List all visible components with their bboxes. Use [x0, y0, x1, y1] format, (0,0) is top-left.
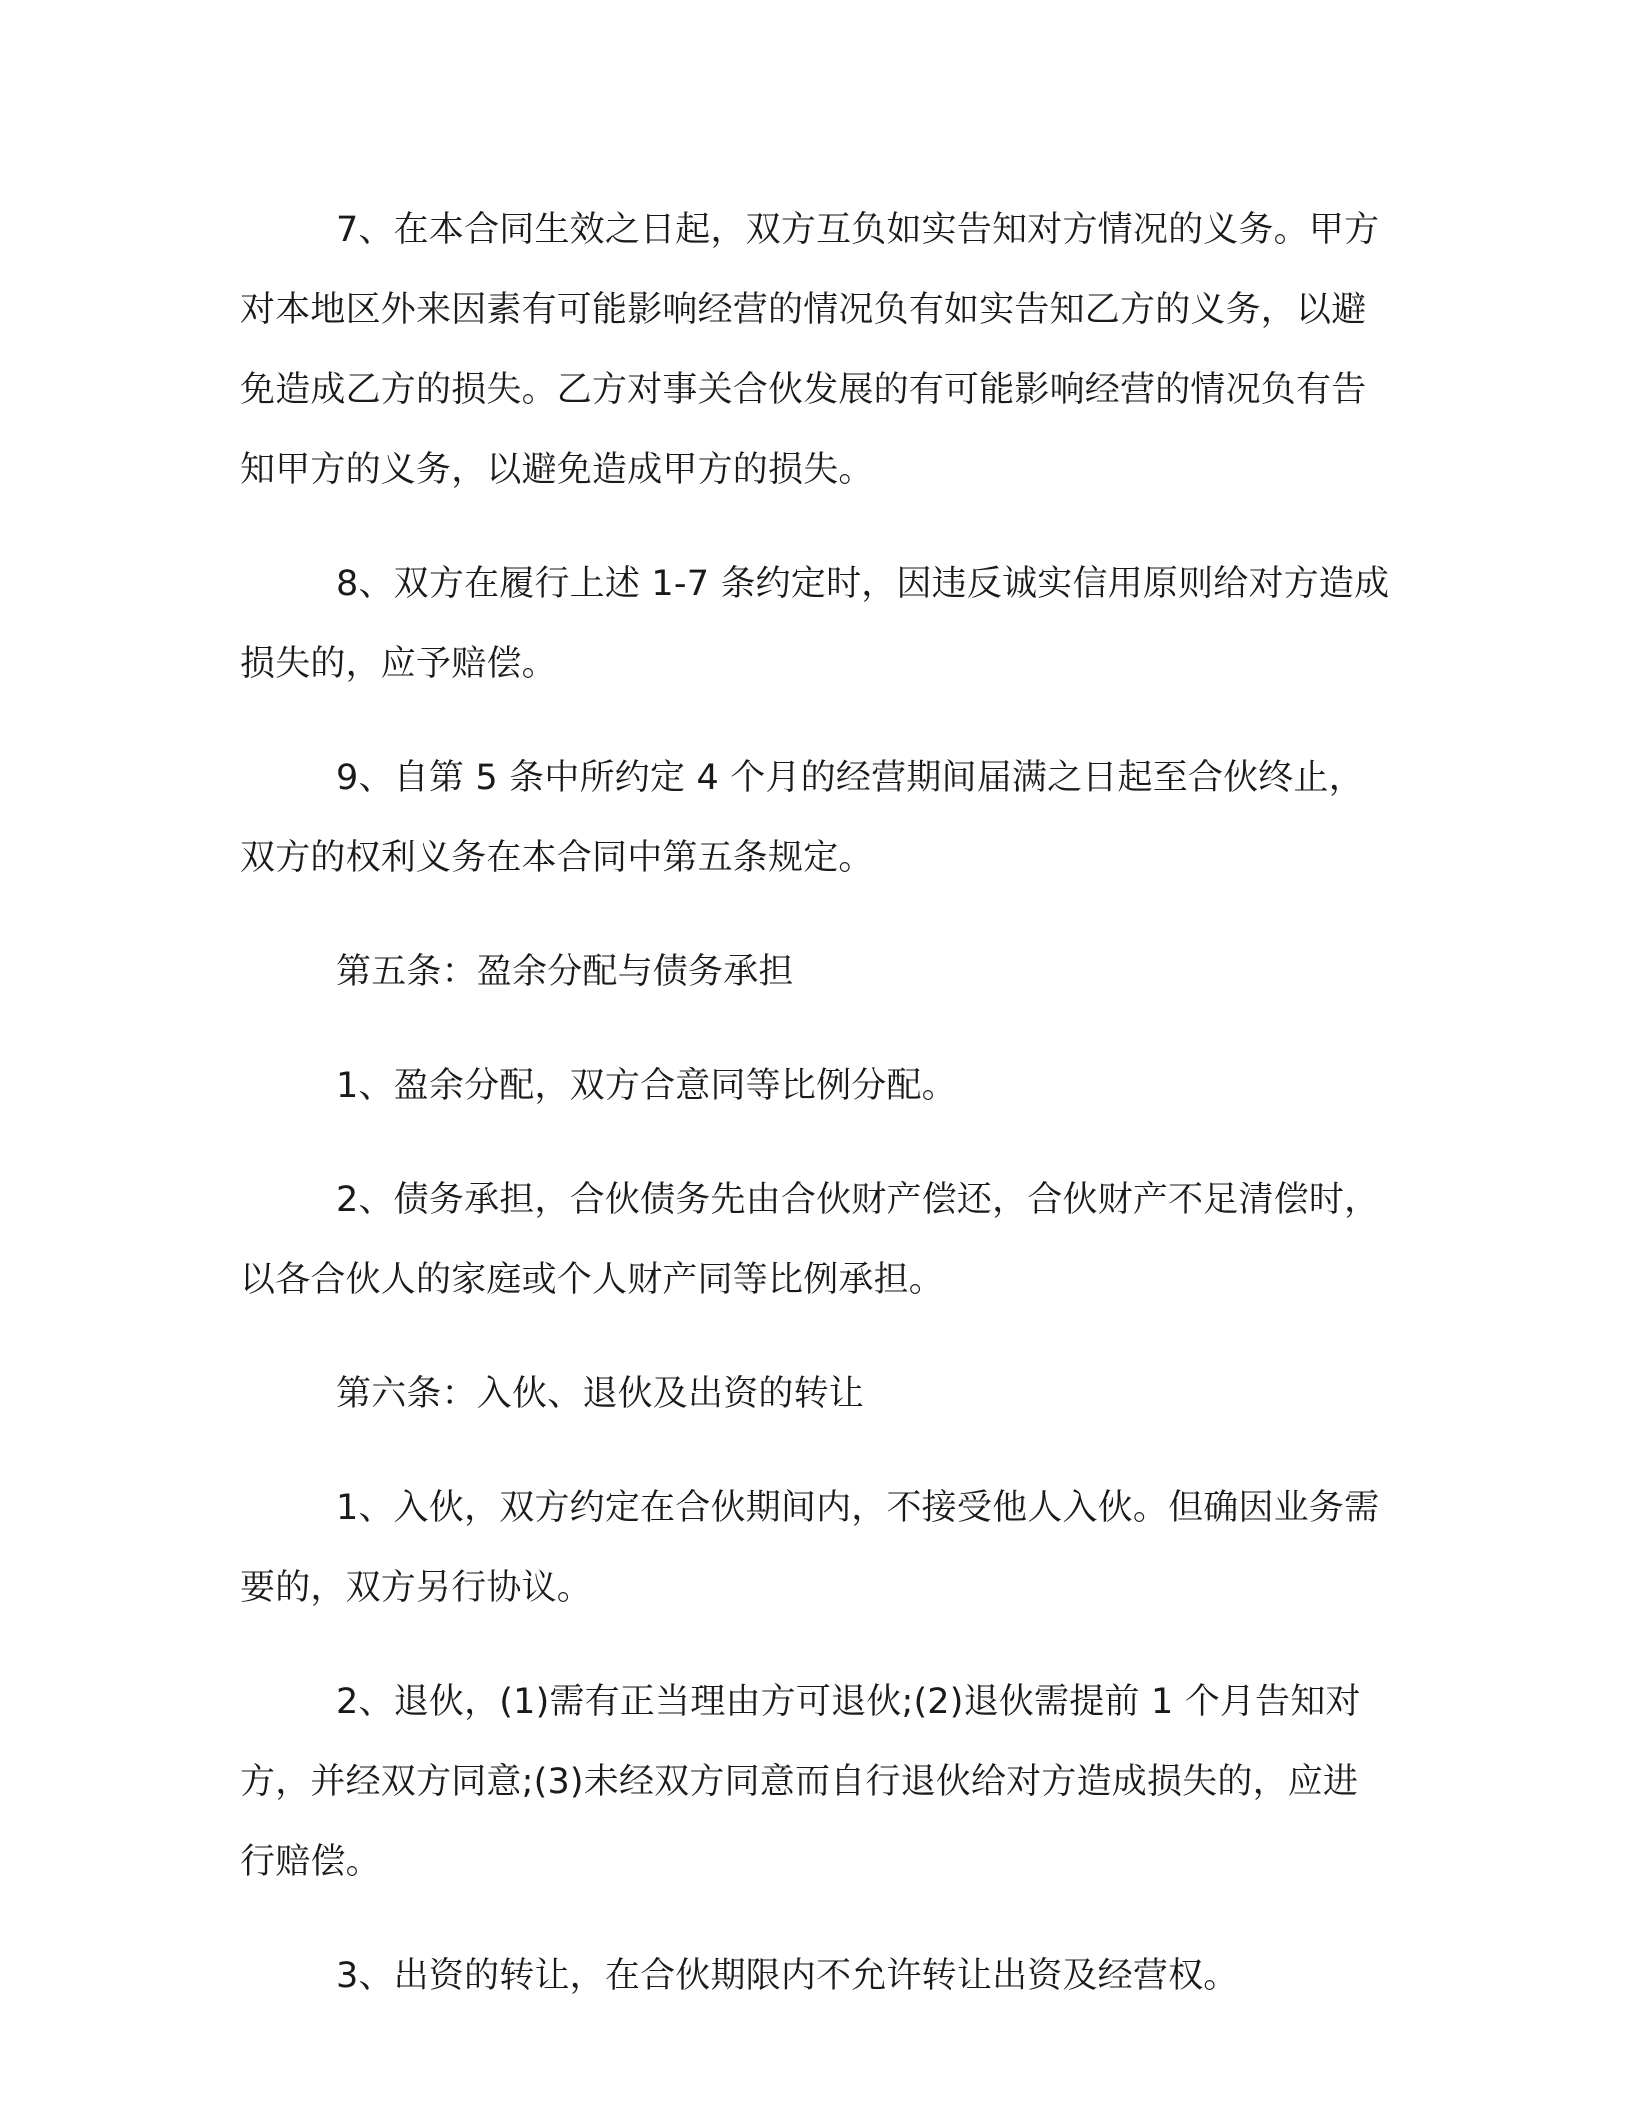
paragraph-profit-distribution: 1、盈余分配，双方合意同等比例分配。	[336, 1066, 957, 1106]
paragraph-debt-bearing: 2、债务承担，合伙债务先由合伙财产偿还，合伙财产不足清偿时，以各合伙人的家庭或个人财产同等比例承担。	[240, 1180, 1380, 1300]
paragraph-clause-8: 8、双方在履行上述 1-7 条约定时，因违反诚实信用原则给对方造成损失的，应予赔偿。	[240, 564, 1390, 684]
document-page	[240, 190, 1390, 2016]
paragraph-clause-7: 7、在本合同生效之日起，双方互负如实告知对方情况的义务。甲方对本地区外来因素有可能影响经营的情况负有如实告知乙方的义务，以避免造成乙方的损失。乙方对事关合伙发展的有可能影响经营的情况负有告知甲方的义务，以避免造成甲方的损失。	[240, 210, 1380, 490]
section-heading-article-5: 第五条：盈余分配与债务承担	[336, 952, 794, 992]
paragraph-admission: 1、入伙，双方约定在合伙期间内，不接受他人入伙。但确因业务需要的，双方另行协议。	[240, 1488, 1380, 1608]
paragraph-clause-9: 9、自第 5 条中所约定 4 个月的经营期间届满之日起至合伙终止，双方的权利义务在本合同中第五条规定。	[240, 758, 1364, 878]
section-heading-article-6: 第六条：入伙、退伙及出资的转让	[336, 1374, 865, 1414]
paragraph-withdrawal: 2、退伙，(1)需有正当理由方可退伙;(2)退伙需提前 1 个月告知对方，并经双方同意;(3)未经双方同意而自行退伙给对方造成损失的，应进行赔偿。	[240, 1682, 1361, 1882]
paragraph-transfer: 3、出资的转让，在合伙期限内不允许转让出资及经营权。	[336, 1956, 1239, 1996]
